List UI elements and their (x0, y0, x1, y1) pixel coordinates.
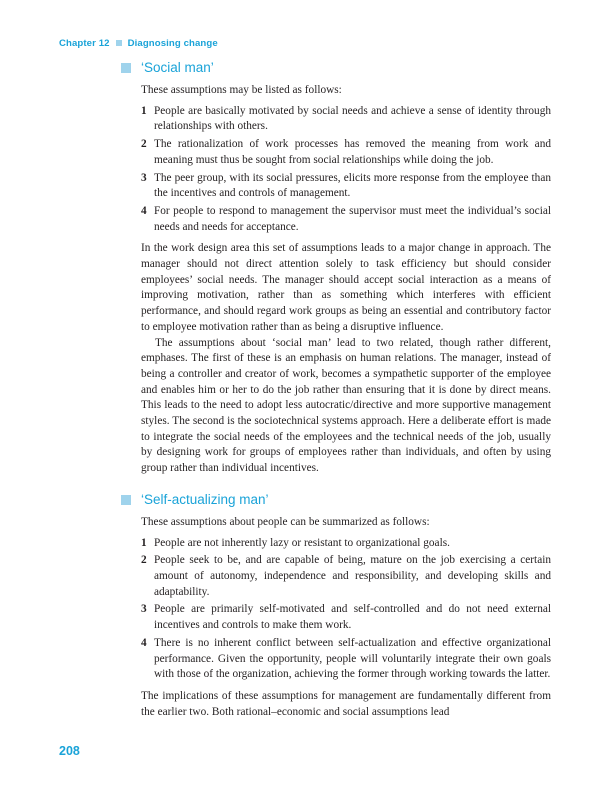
assumption-list (141, 104, 551, 236)
list-item: 2 The rationalization of work processes has removed the meaning from work and meaning must thus be sought from social relationships while doing the job. (141, 138, 551, 166)
running-head (59, 38, 218, 49)
section-intro: These assumptions may be listed as follows: (141, 84, 342, 96)
body-paragraph: The implications of these assumptions for management are fundamentally different from the earlier two. Both rational–economic and social assumptions lead (141, 689, 551, 718)
body-paragraph: In the work design area this set of assumptions leads to a major change in approach. The manager should not direct attention solely to task efficiency but should consider employees’ social needs. The manager should accept social interaction as a means of improving motivation, rather than as something which interferes with efficient performance, and should regard work groups as being an essential and contributory factor to employee motivation rather than as being a disruptive influence. (141, 242, 551, 333)
page-body (141, 58, 551, 720)
body-paragraph: The assumptions about ‘social man’ lead to two related, though rather different, emphases. The first of these is an emphasis on human relations. The manager, instead of being a controller and creator of work, becomes a sympathetic supporter of the employee and enables him or her to do the job rather than ensuring that it is done by direct means. This leads to the need to adopt less autocratic/directive and more supportive management styles. The second is the sociotechnical systems approach. Here a deliberate effort is made to integrate the social needs of the employees and the technical needs of the job, usually by designing work for groups of employees rather than individuals, and often by using group rather than individual incentives. (141, 336, 551, 475)
assumption-list (141, 536, 551, 683)
list-item: 3 The peer group, with its social pressures, elicits more response from the employee than the incentives and controls of management. (141, 171, 551, 200)
list-item: 1 People are not inherently lazy or resistant to organizational goals. (141, 536, 450, 549)
list-item: 4 There is no inherent conflict between self-actualization and effective organizational performance. Given the opportunity, people will voluntarily integrate their own goals with those of the organization, achieving the former through working towards the latter. (141, 636, 551, 681)
chapter-label: Chapter 12 (59, 38, 110, 49)
section-intro: These assumptions about people can be summarized as follows: (141, 515, 430, 528)
heading-square-icon (121, 63, 131, 73)
page-number: 208 (59, 744, 80, 758)
list-item: 1 People are basically motivated by social needs and achieve a sense of identity through relationships with others. (141, 104, 551, 133)
list-item: 2 People seek to be, and are capable of being, mature on the job exercising a certain amount of autonomy, independence and responsibility, and developing skills and adaptability. (141, 554, 551, 598)
list-item: 3 People are primarily self-motivated and self-controlled and do not need external incentives and controls to make them work. (141, 603, 551, 632)
section-heading: ‘Social man’ (121, 58, 551, 78)
chapter-title: Diagnosing change (127, 38, 218, 49)
list-item: 4 For people to respond to management the supervisor must meet the individual’s social needs and needs for acceptance. (141, 204, 551, 233)
separator-square-icon (116, 40, 122, 46)
heading-square-icon (121, 495, 131, 505)
section-self-actualizing-man (141, 490, 551, 720)
section-heading: ‘Self-actualizing man’ (121, 490, 551, 510)
section-social-man (141, 58, 551, 477)
